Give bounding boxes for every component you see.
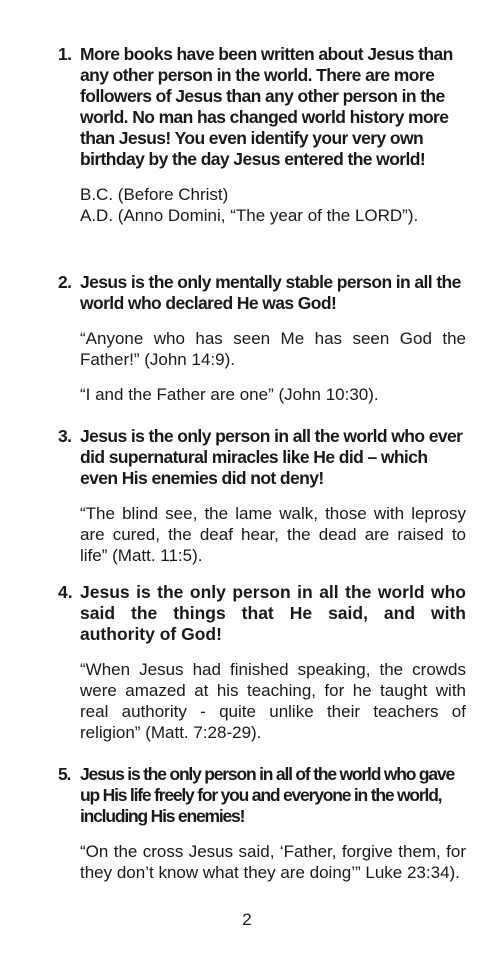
item-quote: “When Jesus had finished speaking, the crowds were amazed at his teaching, for he taught with real authority - quite unlike their teachers of religion” (Matt. 7:28-29).: [80, 660, 466, 742]
item-heading: [58, 582, 466, 645]
item-heading: [58, 272, 466, 314]
item-heading-text: Jesus is the only person in all the world who said the things that He said, and with authority of God!: [80, 582, 466, 644]
item-heading-text: More books have been written about Jesus than any other person in the world. There are more followers of Jesus than any other person in the world. No man has changed world history more than Jesus! You even identify your very own birthday by the day Jesus entered the world!: [80, 44, 453, 169]
item-body-line: A.D. (Anno Domini, “The year of the LORD”).: [80, 206, 419, 225]
item-number: 1.: [58, 44, 72, 64]
item-heading: [58, 44, 466, 170]
item-number: 2.: [58, 272, 72, 292]
item-number: 4.: [58, 582, 73, 602]
item-heading-text: Jesus is the only person in all of the world who gave up His life freely for you and everyone in the world, including His enemies!: [80, 764, 454, 826]
item-heading-text: Jesus is the only mentally stable person in all the world who declared He was God!: [80, 272, 461, 313]
list-item-1: [58, 44, 466, 226]
list-item-5: [58, 764, 466, 883]
item-body-line: B.C. (Before Christ): [80, 185, 229, 204]
list-item-3: [58, 426, 466, 566]
item-number: 5.: [58, 764, 71, 784]
item-heading: [58, 764, 466, 827]
page-number: 2: [242, 910, 252, 929]
item-heading: [58, 426, 466, 489]
item-quote: “On the cross Jesus said, ‘Father, forgive them, for they don’t know what they are doing’” Luke 23:34).: [80, 842, 466, 882]
item-quote: “I and the Father are one” (John 10:30).: [80, 385, 379, 404]
item-quote: “Anyone who has seen Me has seen God the Father!” (John 14:9).: [80, 329, 466, 369]
item-heading-text: Jesus is the only person in all the world who ever did supernatural miracles like He did – which even His enemies did not deny!: [80, 426, 463, 488]
item-quote: “The blind see, the lame walk, those with leprosy are cured, the deaf hear, the dead are raised to life” (Matt. 11:5).: [80, 504, 466, 565]
item-number: 3.: [58, 426, 72, 446]
list-item-4: [58, 582, 466, 743]
list-item-2: [58, 272, 466, 405]
